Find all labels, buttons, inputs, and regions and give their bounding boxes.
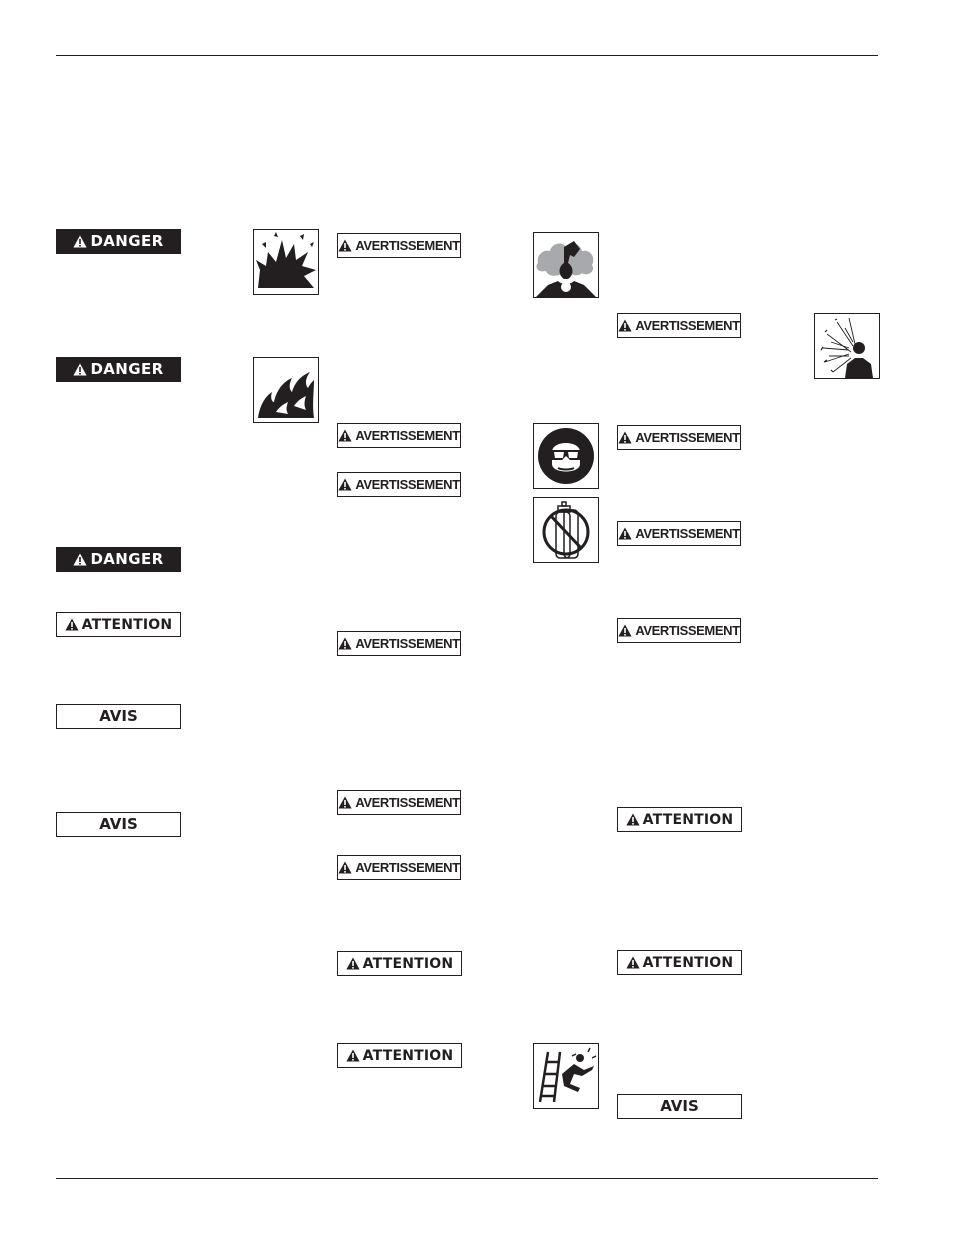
alert-triangle-icon xyxy=(338,239,352,252)
warning-label: AVERTISSEMENT xyxy=(617,313,741,338)
alert-triangle-icon xyxy=(73,363,87,376)
warning-label: AVERTISSEMENT xyxy=(337,790,461,815)
caution-label: ATTENTION xyxy=(617,950,742,975)
toxic-fumes-icon xyxy=(533,232,599,298)
alert-triangle-icon xyxy=(618,431,632,444)
warning-label: AVERTISSEMENT xyxy=(337,233,461,258)
caution-label: ATTENTION xyxy=(617,807,742,832)
alert-triangle-icon xyxy=(626,813,640,826)
alert-triangle-icon xyxy=(618,527,632,540)
fall-hazard-icon xyxy=(533,1043,599,1109)
warning-label: AVERTISSEMENT xyxy=(337,472,461,497)
alert-triangle-icon xyxy=(618,624,632,637)
warning-label: AVERTISSEMENT xyxy=(617,618,741,643)
alert-triangle-icon xyxy=(626,956,640,969)
alert-triangle-icon xyxy=(346,957,360,970)
header-rule xyxy=(56,55,878,56)
alert-triangle-icon xyxy=(338,637,352,650)
alert-triangle-icon xyxy=(338,796,352,809)
danger-label: DANGER xyxy=(56,357,181,382)
warning-label: AVERTISSEMENT xyxy=(617,425,741,450)
alert-triangle-icon xyxy=(65,618,79,631)
notice-label: AVIS xyxy=(56,812,181,837)
caution-label: ATTENTION xyxy=(337,951,462,976)
flying-debris-icon xyxy=(814,313,880,379)
warning-label: AVERTISSEMENT xyxy=(337,855,461,880)
notice-label: AVIS xyxy=(56,704,181,729)
alert-triangle-icon xyxy=(338,861,352,874)
alert-triangle-icon xyxy=(338,478,352,491)
eye-protection-icon xyxy=(533,423,599,489)
alert-triangle-icon xyxy=(338,429,352,442)
alert-triangle-icon xyxy=(73,235,87,248)
alert-triangle-icon xyxy=(346,1049,360,1062)
footer-rule xyxy=(56,1178,878,1179)
danger-label: DANGER xyxy=(56,547,181,572)
warning-label: AVERTISSEMENT xyxy=(337,631,461,656)
warning-label: AVERTISSEMENT xyxy=(337,423,461,448)
danger-label: DANGER xyxy=(56,229,181,254)
no-gas-cylinder-icon xyxy=(533,497,599,563)
warning-label: AVERTISSEMENT xyxy=(617,521,741,546)
fire-hazard-icon xyxy=(253,357,319,423)
alert-triangle-icon xyxy=(73,553,87,566)
caution-label: ATTENTION xyxy=(337,1043,462,1068)
notice-label: AVIS xyxy=(617,1094,742,1119)
caution-label: ATTENTION xyxy=(56,612,181,637)
explosion-hazard-icon xyxy=(253,229,319,295)
alert-triangle-icon xyxy=(618,319,632,332)
